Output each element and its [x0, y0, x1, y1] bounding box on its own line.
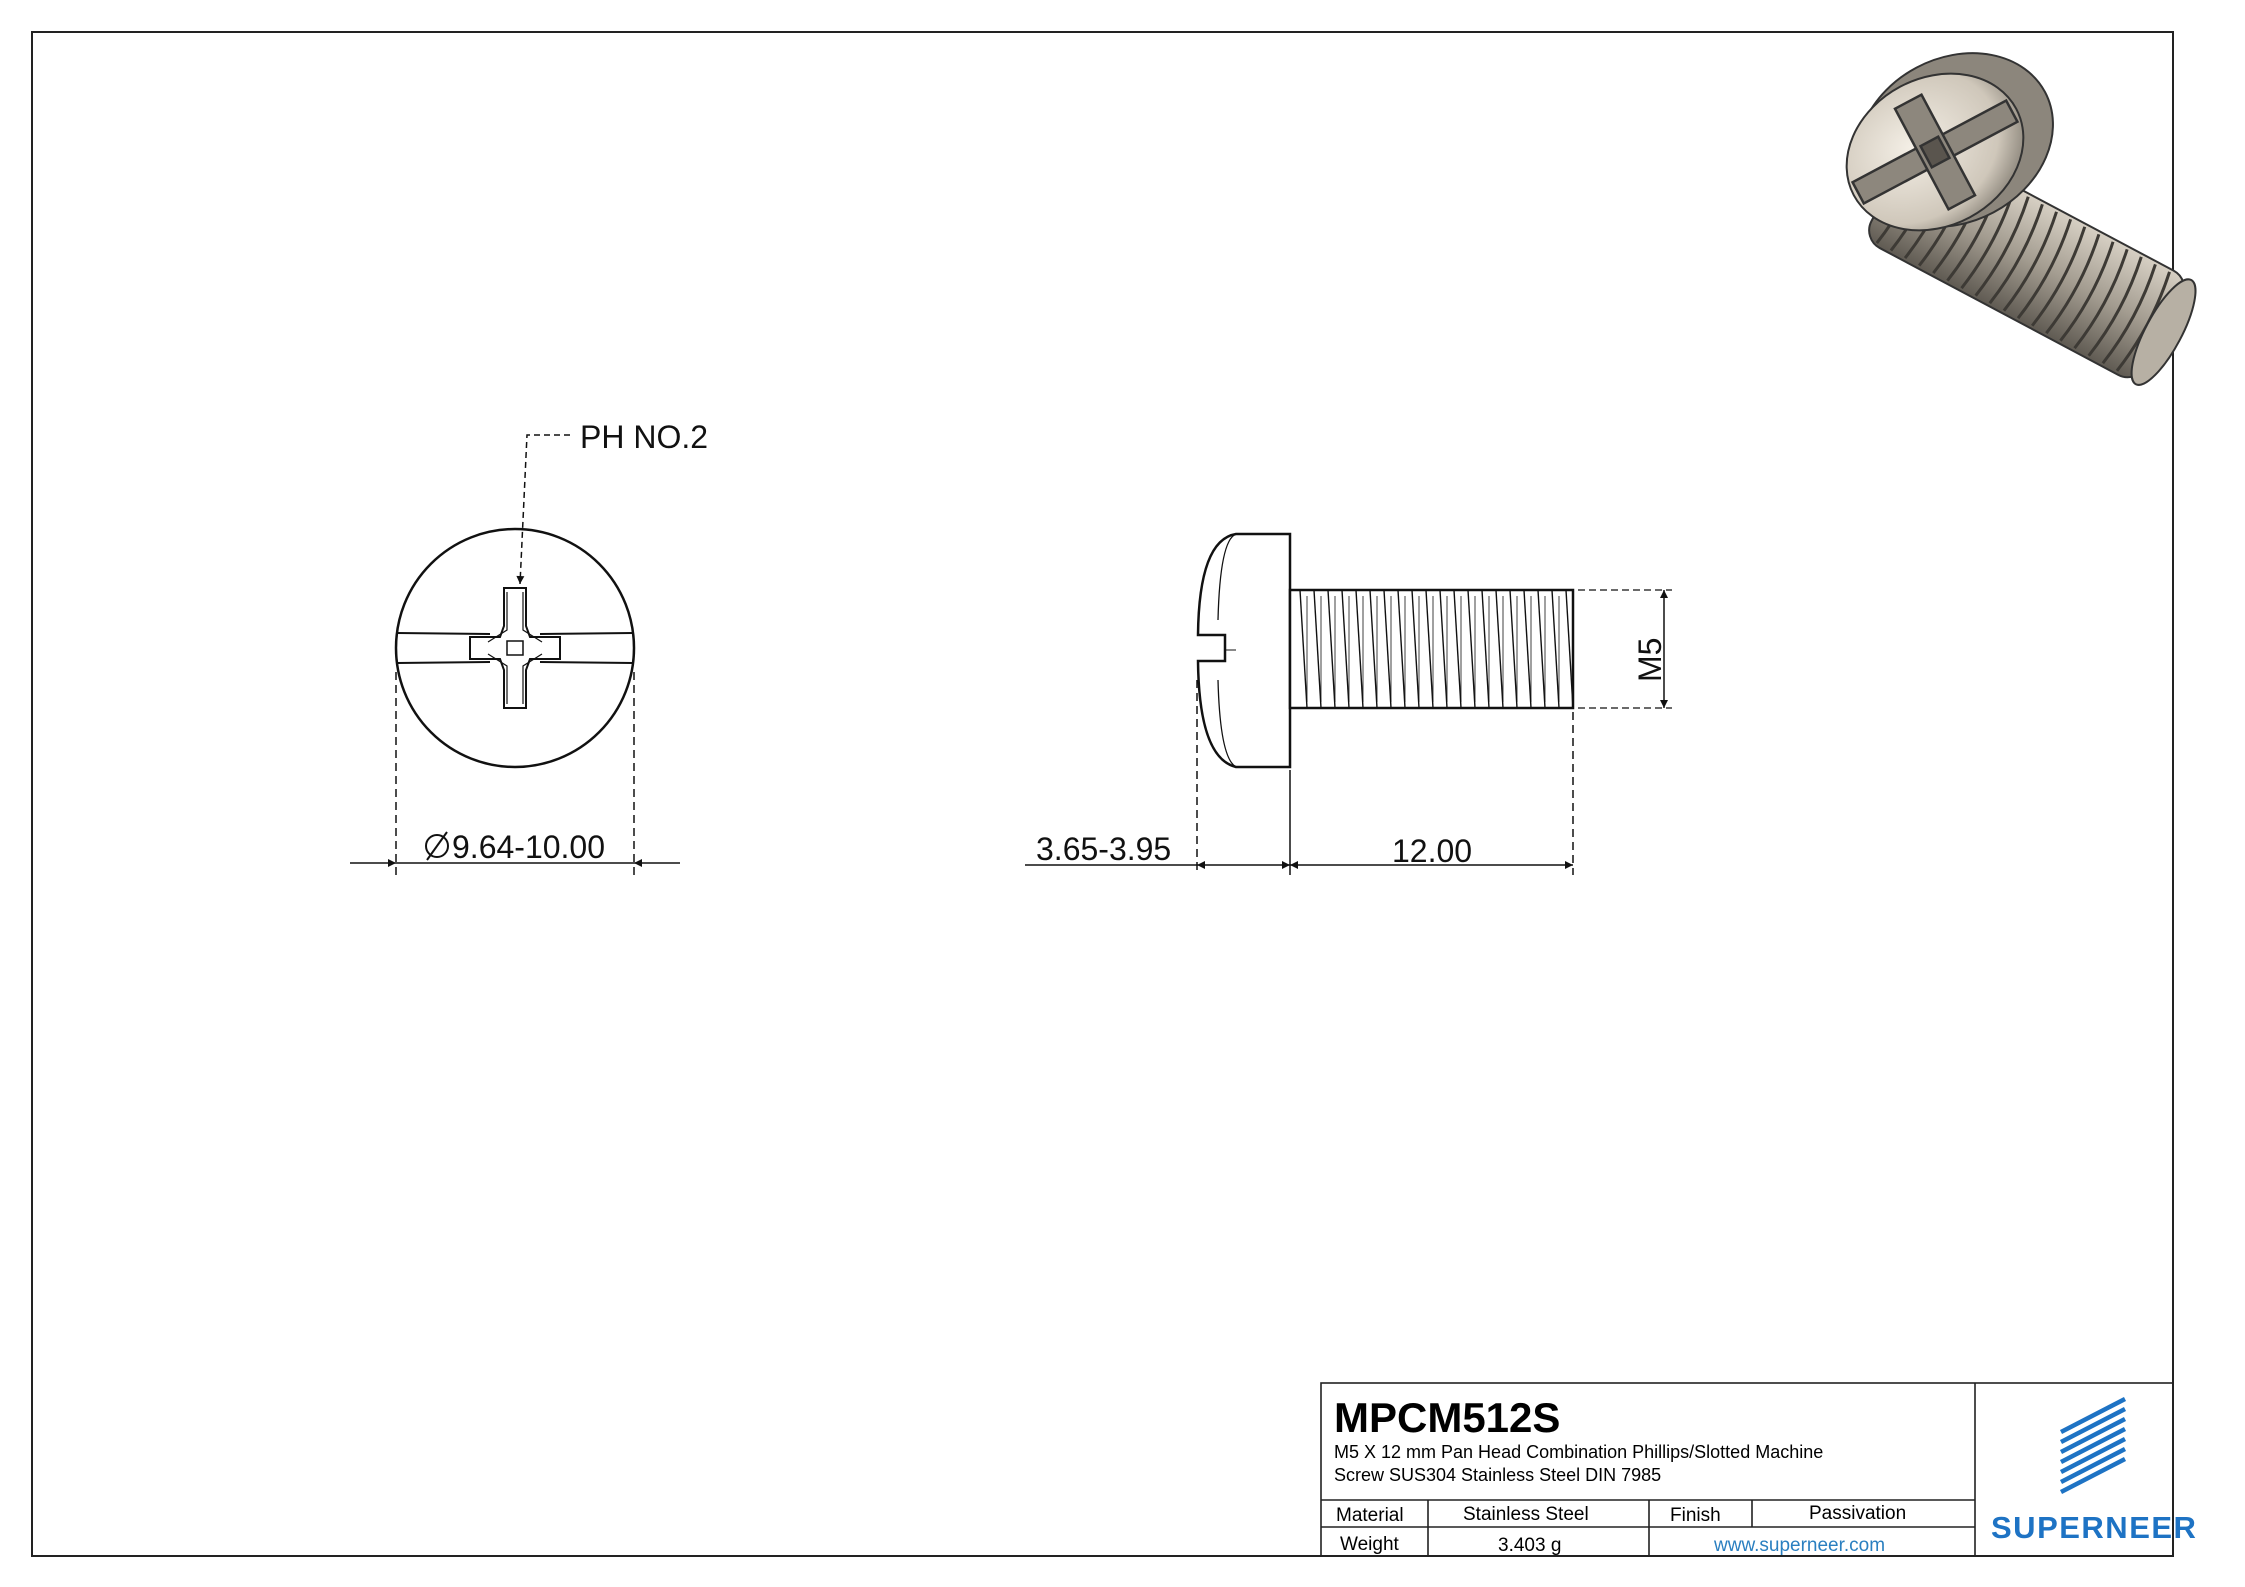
iso-render [1819, 20, 2207, 393]
website-link[interactable]: www.superneer.com [1714, 1535, 1886, 1556]
thread-dim: M5 [1632, 637, 1668, 682]
description-line1: M5 X 12 mm Pan Head Combination Phillips/Slotted Machine [1334, 1442, 1824, 1462]
superneer-logo-icon [2063, 1400, 2123, 1491]
diameter-symbol-icon [426, 832, 448, 860]
finish-value: Passivation [1809, 1503, 1907, 1524]
sheet-border [32, 32, 2173, 1556]
part-number: MPCM512S [1334, 1394, 1561, 1441]
side-view [1025, 534, 1672, 875]
head-height-dim: 3.65-3.95 [1036, 831, 1172, 867]
phillips-cross [470, 588, 560, 708]
material-value: Stainless Steel [1463, 1504, 1589, 1525]
finish-label: Finish [1670, 1505, 1721, 1526]
description-line2: Screw SUS304 Stainless Steel DIN 7985 [1334, 1465, 1662, 1485]
length-dim: 12.00 [1392, 833, 1473, 869]
brand-name: SUPERNEER [1991, 1510, 2198, 1545]
head-diameter-dim: 9.64-10.00 [452, 829, 606, 865]
callout-label: PH NO.2 [580, 419, 709, 455]
weight-label: Weight [1340, 1534, 1399, 1555]
material-label: Material [1336, 1505, 1404, 1526]
weight-value: 3.403 g [1498, 1535, 1562, 1556]
callout-leader [520, 435, 570, 584]
head-side-outline [1198, 534, 1290, 767]
front-view [350, 419, 708, 875]
